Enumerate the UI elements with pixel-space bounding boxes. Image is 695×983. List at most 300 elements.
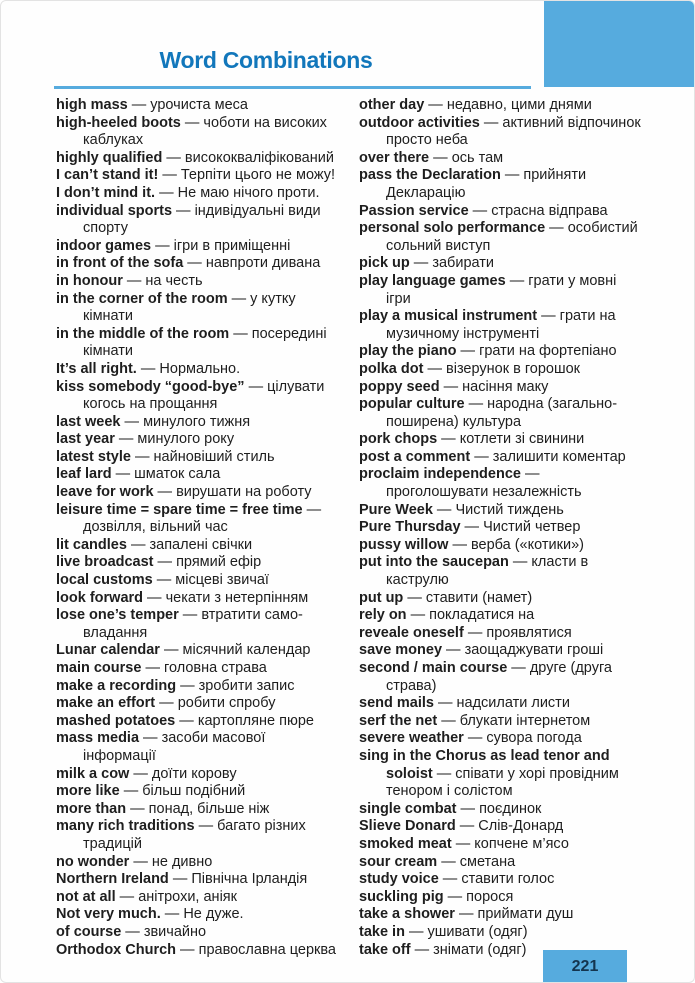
entry-term: Not very much. — [56, 906, 161, 923]
entry-term: I don’t mind it. — [56, 184, 156, 201]
entry-translation: індивідуальні види спорту — [83, 202, 321, 237]
entry-translation: запалені свічки — [149, 536, 253, 553]
entry — [359, 818, 644, 836]
entry-translation: шматок сала — [134, 466, 221, 483]
entry-term: leaf lard — [56, 466, 112, 483]
entry — [56, 150, 341, 168]
entry — [56, 889, 341, 907]
entry-translation: сувора погода — [486, 730, 582, 747]
entry-term: smoked meat — [359, 835, 452, 852]
entry-term: pick up — [359, 255, 410, 272]
entry — [56, 766, 341, 784]
entry — [56, 115, 341, 150]
entry — [56, 572, 341, 590]
entry-translation: насіння маку — [462, 378, 549, 395]
entry-translation: понад, більше ніж — [148, 800, 270, 817]
entry-separator: — — [129, 853, 152, 870]
entry-term: severe weather — [359, 730, 464, 747]
entry-separator: — — [438, 871, 462, 888]
entry-translation: ігри в приміщенні — [173, 237, 291, 254]
entry — [56, 590, 341, 608]
entry-translation: страсна відправа — [491, 202, 608, 219]
entry-translation: ось там — [451, 149, 504, 166]
entry-translation: не дивно — [151, 853, 213, 870]
entry-term: Orthodox Church — [56, 941, 177, 958]
entry-term: live broadcast — [56, 554, 154, 571]
entry — [359, 273, 644, 308]
entry-term: leave for work — [56, 484, 154, 501]
entry-translation: Не дуже. — [183, 906, 244, 923]
entry-term: no wonder — [56, 853, 130, 870]
entry-translation: грати на фортепіано — [479, 343, 617, 360]
entry-separator: — — [464, 396, 488, 413]
entry-translation: надсилати листи — [456, 695, 570, 712]
entry-term: outdoor activities — [359, 114, 480, 131]
entry-translation: народна (загальнопоширена) культура — [386, 396, 618, 430]
entry-separator: — — [176, 941, 199, 958]
entry-term: other day — [359, 97, 425, 113]
entry-term: latest style — [56, 448, 131, 465]
entry — [359, 537, 644, 555]
entry-term: sing in the Chorus as lead tenor and soloist — [359, 747, 610, 782]
entry — [56, 379, 341, 414]
entry-term: many rich traditions — [56, 818, 195, 835]
entry-term: make an effort — [56, 695, 156, 712]
entry-translation: більш подібний — [142, 783, 246, 800]
title-underline — [54, 86, 531, 89]
entry — [56, 431, 341, 449]
entry-translation: минулого року — [137, 431, 235, 448]
entry — [359, 695, 644, 713]
entry-term: pussy willow — [359, 536, 449, 553]
entry-term: poppy seed — [359, 378, 440, 395]
entry — [359, 554, 644, 589]
entry-translation: верба («котики») — [471, 536, 584, 553]
entry-translation: ушивати (одяг) — [427, 923, 528, 940]
entry-translation: висококваліфікований — [184, 149, 334, 166]
entry — [56, 185, 341, 203]
word-list-column-right — [359, 97, 644, 959]
entry — [359, 590, 644, 608]
entry-separator: — — [139, 730, 162, 747]
entry-separator: — — [168, 871, 192, 888]
entry-term: Northern Ireland — [56, 871, 169, 888]
entry — [359, 906, 644, 924]
entry — [359, 343, 644, 361]
entry-separator: — — [115, 888, 139, 905]
entry — [56, 484, 341, 502]
entry-separator: — — [451, 835, 475, 852]
entry — [359, 801, 644, 819]
entry-translation: ставити голос — [461, 871, 555, 888]
entry-separator: — — [175, 712, 198, 729]
entry-separator: — — [442, 642, 465, 659]
entry-term: lose one’s temper — [56, 607, 179, 624]
entry-separator: — — [244, 378, 268, 395]
entry-translation: картопляне пюре — [197, 712, 314, 729]
entry — [359, 379, 644, 397]
entry-term: kiss somebody “good-bye” — [56, 378, 245, 395]
entry-term: more than — [56, 800, 127, 817]
entry-translation: поєдинок — [479, 800, 542, 817]
entry-separator: — — [160, 906, 184, 923]
entry-term: in the corner of the room — [56, 290, 228, 307]
entry-separator: — — [302, 501, 322, 518]
entry — [359, 220, 644, 255]
entry — [56, 167, 341, 185]
entry-translation: православна церква — [198, 941, 336, 958]
entry-separator: — — [439, 378, 463, 395]
entry-term: play a musical instrument — [359, 308, 538, 325]
entry-term: post a comment — [359, 448, 471, 465]
entry-separator: — — [121, 923, 144, 940]
entry-translation: Північна Ірландія — [191, 871, 308, 888]
entry-separator: — — [404, 923, 428, 940]
entry-term: sour cream — [359, 853, 438, 870]
entry-separator: — — [152, 572, 176, 589]
entry — [56, 678, 341, 696]
entry-translation: прямий ефір — [176, 554, 262, 571]
entry — [56, 695, 341, 713]
entry-term: lit candles — [56, 536, 127, 553]
entry — [359, 502, 644, 520]
entry — [56, 607, 341, 642]
entry-separator: — — [153, 484, 177, 501]
entry-translation: порося — [466, 888, 514, 905]
entry-translation: покладатися на — [429, 607, 535, 624]
entry-translation: залишити коментар — [492, 448, 626, 465]
entry — [359, 836, 644, 854]
entry-translation: Терпіти цього не можу! — [180, 167, 336, 184]
entry-separator: — — [403, 589, 426, 606]
entry-separator: — — [432, 501, 456, 518]
entry-translation: робити спробу — [177, 695, 276, 712]
entry-translation: особистий сольний виступ — [386, 220, 638, 254]
entry-translation: сметана — [459, 853, 516, 870]
entry-separator: — — [454, 906, 478, 923]
entry-translation: анітрохи, аніяк — [138, 888, 237, 905]
entry-term: individual sports — [56, 202, 173, 219]
entry-translation: втратити самовладання — [83, 607, 303, 641]
entry — [56, 291, 341, 326]
entry-separator: — — [409, 255, 433, 272]
entry — [56, 449, 341, 467]
entry-term: high-heeled boots — [56, 114, 181, 131]
entry-separator: — — [162, 149, 185, 166]
entry-translation: грати на музичному інструменті — [386, 308, 616, 342]
entry-translation: недавно, цими днями — [446, 97, 592, 113]
entry-term: milk a cow — [56, 765, 130, 782]
entry — [56, 361, 341, 379]
entry-translation: проявлятися — [486, 624, 572, 641]
entry-term: single combat — [359, 800, 457, 817]
entry — [56, 660, 341, 678]
entry-translation: навпроти дивана — [205, 255, 321, 272]
entry-translation: Чистий тиждень — [455, 501, 564, 518]
entry-term: play the piano — [359, 343, 457, 360]
entry — [56, 554, 341, 572]
entry — [56, 414, 341, 432]
entry-term: in front of the sofa — [56, 255, 184, 272]
entry-term: popular culture — [359, 396, 465, 413]
entry-translation: Нормально. — [159, 360, 241, 377]
page-number: 221 — [571, 958, 599, 975]
entry-translation: засоби масової інформації — [83, 730, 266, 764]
entry-separator: — — [406, 607, 430, 624]
entry — [56, 924, 341, 942]
entry-translation: багато різних традицій — [83, 818, 306, 852]
entry-separator: — — [130, 448, 154, 465]
entry-term: pass the Declaration — [359, 167, 501, 184]
entry-term: take off — [359, 941, 411, 958]
entry-separator: — — [141, 660, 164, 676]
page-number-badge — [543, 950, 627, 983]
entry — [56, 801, 341, 819]
entry — [56, 466, 341, 484]
entry-separator: — — [178, 607, 202, 624]
entry-term: mass media — [56, 730, 140, 747]
entry-term: take in — [359, 923, 405, 940]
word-list-column-left — [56, 97, 341, 959]
entry-translation: зробити запис — [198, 677, 295, 694]
entry — [359, 466, 644, 501]
entry — [359, 660, 644, 695]
entry — [56, 97, 341, 115]
entry-term: more like — [56, 783, 120, 800]
entry-translation: Чистий четвер — [483, 519, 581, 536]
entry — [56, 783, 341, 801]
entry-translation: заощаджувати гроші — [464, 642, 604, 659]
entry-term: indoor games — [56, 237, 152, 254]
entry — [359, 167, 644, 202]
entry-translation: котлети зі свинини — [459, 431, 585, 448]
entry — [359, 361, 644, 379]
entry-separator: — — [463, 624, 487, 641]
entry-term: Pure Thursday — [359, 519, 461, 536]
entry-separator: — — [122, 272, 146, 289]
entry-term: suckling pig — [359, 888, 444, 905]
entry-term: polka dot — [359, 360, 424, 377]
entry-separator: — — [545, 220, 568, 237]
entry-translation: грати у мовні ігри — [386, 272, 617, 307]
entry-translation: урочиста меса — [150, 97, 249, 113]
entry — [359, 607, 644, 625]
entry-translation: місцеві звичаї — [175, 572, 269, 589]
entry-separator: — — [127, 97, 151, 113]
entry-translation: блукати інтернетом — [459, 712, 591, 729]
entry-term: reveale oneself — [359, 624, 464, 641]
entry-translation: вирушати на роботу — [176, 484, 312, 501]
entry-separator: — — [119, 783, 143, 800]
word-list — [56, 97, 644, 959]
entry-separator: — — [508, 554, 532, 571]
entry — [359, 203, 644, 221]
entry-term: in the middle of the room — [56, 325, 230, 342]
entry-separator: — — [460, 519, 484, 536]
entry-separator: — — [194, 818, 218, 835]
entry-separator: — — [507, 660, 530, 676]
entry-translation: у кутку кімнати — [83, 290, 296, 325]
entry-term: local customs — [56, 572, 153, 589]
entry — [359, 449, 644, 467]
entry-separator: — — [158, 167, 181, 184]
entry-term: second / main course — [359, 660, 508, 676]
entry — [56, 537, 341, 555]
entry-term: rely on — [359, 607, 407, 624]
entry-separator: — — [423, 360, 447, 377]
entry-separator: — — [120, 413, 144, 430]
entry-separator: — — [432, 765, 456, 782]
entry-separator: — — [227, 290, 251, 307]
entry-separator: — — [443, 888, 467, 905]
entry-translation: забирати — [432, 255, 494, 272]
entry-separator: — — [456, 800, 480, 817]
entry-translation: активний відпочинок просто неба — [386, 114, 641, 149]
entry-term: last week — [56, 413, 121, 430]
entry — [359, 519, 644, 537]
entry-separator: — — [172, 202, 195, 219]
entry-translation: місячний календар — [182, 642, 311, 659]
entry-translation: найновіший стиль — [153, 448, 275, 465]
entry-translation: дозвілля, вільний час — [83, 519, 228, 536]
entry-translation: минулого тижня — [143, 413, 251, 430]
entry-term: put up — [359, 589, 404, 606]
entry-translation: Не маю нічого проти. — [177, 184, 320, 201]
entry-term: in honour — [56, 272, 123, 289]
entry-translation: ставити (намет) — [425, 589, 533, 606]
entry — [359, 748, 644, 801]
entry-term: Passion service — [359, 202, 469, 219]
entry-translation: класти в каструлю — [386, 554, 589, 589]
entry-term: Lunar calendar — [56, 642, 160, 659]
entry-separator: — — [155, 695, 178, 712]
entry — [56, 942, 341, 960]
entry — [359, 150, 644, 168]
entry-term: last year — [56, 431, 115, 448]
entry-separator: — — [424, 97, 447, 113]
entry-translation: друге (друга страва) — [386, 660, 612, 694]
entry-translation: чекати з нетерпінням — [165, 589, 309, 606]
entry-term: Pure Week — [359, 501, 433, 518]
entry-term: main course — [56, 660, 142, 676]
entry-separator: — — [153, 554, 177, 571]
entry-separator: — — [176, 677, 199, 694]
entry-translation: прийняти Декларацію — [386, 167, 587, 201]
entry — [56, 818, 341, 853]
entry-term: high mass — [56, 97, 128, 113]
entry-translation: копчене м’ясо — [474, 835, 569, 852]
entry-term: personal solo performance — [359, 220, 546, 237]
entry-separator: — — [410, 941, 434, 958]
entry-separator: — — [437, 853, 460, 870]
entry-translation: чоботи на високих каблуках — [83, 114, 327, 149]
entry — [56, 871, 341, 889]
entry — [359, 97, 644, 115]
entry-separator: — — [180, 114, 204, 131]
entry — [359, 713, 644, 731]
entry-translation: візерунок в горошок — [446, 360, 581, 377]
entry — [56, 273, 341, 291]
entry — [359, 924, 644, 942]
entry — [56, 642, 341, 660]
entry-separator: — — [429, 149, 452, 166]
entry — [56, 502, 341, 537]
entry-separator: — — [433, 695, 457, 712]
entry — [359, 730, 644, 748]
entry-separator: — — [155, 184, 178, 201]
entry-separator: — — [468, 202, 492, 219]
entry-separator: — — [136, 360, 160, 377]
entry-separator: — — [537, 308, 560, 325]
entry — [359, 396, 644, 431]
entry — [359, 625, 644, 643]
entry-separator: — — [151, 237, 174, 254]
entry-term: study voice — [359, 871, 439, 888]
entry-term: leisure time = spare time = free time — [56, 501, 303, 518]
entry-separator: — — [126, 800, 149, 817]
entry-term: put into the saucepan — [359, 554, 509, 571]
entry-term: proclaim independence — [359, 466, 521, 483]
page-title: Word Combinations — [159, 47, 373, 73]
entry-translation: доїти корову — [151, 765, 237, 782]
entry-separator: — — [456, 343, 480, 360]
entry-term: look forward — [56, 589, 144, 606]
entry-separator: — — [470, 448, 493, 465]
entry-term: serf the net — [359, 712, 438, 729]
entry-separator: — — [159, 642, 183, 659]
entry-separator: — — [129, 765, 152, 782]
entry-separator: — — [505, 272, 529, 289]
entry — [56, 238, 341, 256]
entry — [56, 326, 341, 361]
entry — [359, 431, 644, 449]
entry-term: take a shower — [359, 906, 455, 923]
entry-separator: — — [520, 466, 540, 483]
entry — [56, 255, 341, 273]
entry — [56, 854, 341, 872]
entry-term: not at all — [56, 888, 116, 905]
entry-term: highly qualified — [56, 149, 163, 166]
entry — [56, 906, 341, 924]
entry — [359, 889, 644, 907]
entry-term: save money — [359, 642, 443, 659]
entry — [56, 730, 341, 765]
entry-separator: — — [479, 114, 503, 131]
entry-separator: — — [229, 325, 252, 342]
entry-separator: — — [183, 255, 206, 272]
entry-translation: Слів-Донард — [478, 818, 564, 835]
corner-accent-block — [544, 1, 695, 87]
entry-term: I can’t stand it! — [56, 167, 159, 184]
entry — [359, 255, 644, 273]
entry-separator: — — [500, 167, 524, 184]
entry-separator: — — [455, 818, 479, 835]
entry-term: pork chops — [359, 431, 438, 448]
entry-separator: — — [111, 466, 135, 483]
entry — [359, 115, 644, 150]
entry-separator: — — [448, 536, 471, 553]
entry — [56, 203, 341, 238]
entry-term: Slieve Donard — [359, 818, 456, 835]
entry-separator: — — [437, 431, 460, 448]
entry-translation: проголошувати незалежність — [386, 484, 582, 501]
entry-term: mashed potatoes — [56, 712, 176, 729]
entry-translation: звичайно — [143, 923, 207, 940]
entry-term: make a recording — [56, 677, 177, 694]
entry-term: over there — [359, 149, 430, 166]
entry-translation: посередині кімнати — [83, 325, 327, 360]
entry-translation: знімати (одяг) — [433, 941, 527, 958]
